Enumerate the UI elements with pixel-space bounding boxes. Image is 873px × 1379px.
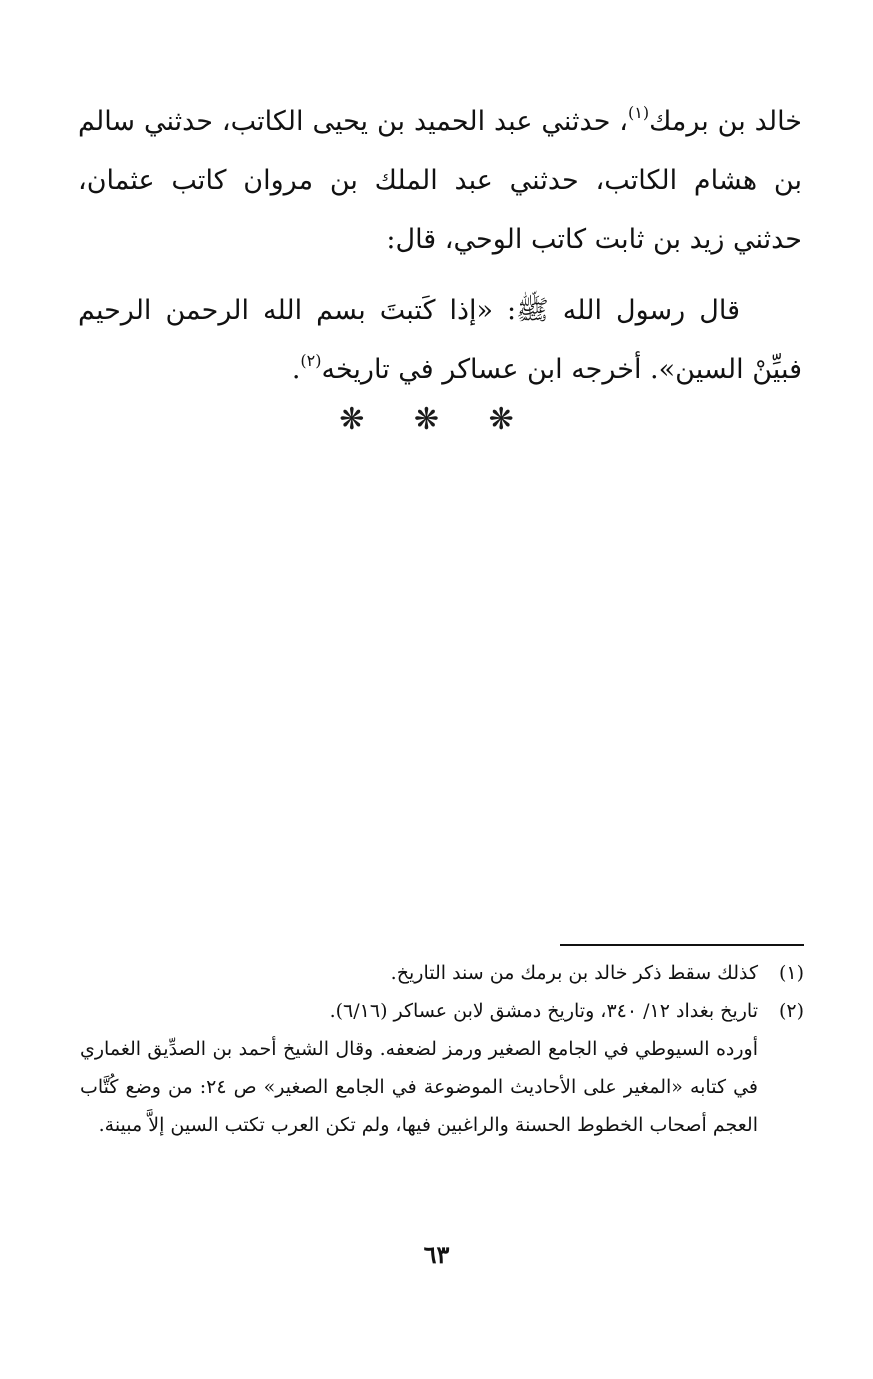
paragraph-isnad-rest: ، حدثني عبد الحميد بن يحيى الكاتب، حدثني سالم بن هشام الكاتب، حدثني عبد الملك بن مروان كاتب عثمان، حدثني زيد بن ثابت كاتب الوحي، قال: xyxy=(78,106,802,255)
footnote-number: (٢) xyxy=(778,1000,804,1022)
paragraph-hadith xyxy=(78,281,802,399)
footnote-reference-2: (٢) xyxy=(300,351,322,370)
footnote-2 xyxy=(80,992,804,1030)
paragraph-isnad-start: خالد بن برمك xyxy=(649,106,802,137)
footnote-2-continuation: أورده السيوطي في الجامع الصغير ورمز لضعفه. وقال الشيخ أحمد بن الصدِّيق الغماري في كتابه «المغير على الأحاديث الموضوعة في الجامع الصغير» ص ٢٤: من وضع كُتَّاب العجم أصحاب الخطوط الحسنة والراغبين فيها، ولم تكن العرب تكتب السين إلاَّ مبينة. xyxy=(80,1038,758,1136)
footnotes xyxy=(80,954,804,1144)
footnote-number: (١) xyxy=(778,962,804,984)
footnote-text: تاريخ بغداد ١٢/ ٣٤٠، وتاريخ دمشق لابن عساكر (٦/١٦). xyxy=(329,1000,758,1022)
main-text xyxy=(78,92,802,399)
section-separator-stars: ❋ ❋ ❋ xyxy=(339,402,534,437)
paragraph-isnad xyxy=(78,92,802,269)
footnote-divider xyxy=(560,944,804,946)
footnote-reference-1: (١) xyxy=(628,103,650,122)
footnote-text: كذلك سقط ذكر خالد بن برمك من سند التاريخ. xyxy=(390,962,758,984)
footnote-1 xyxy=(80,954,804,992)
paragraph-hadith-end: . xyxy=(291,354,301,385)
paragraph-hadith-text: قال رسول الله ﷺ: «إذا كَتبتَ بسم الله الرحمن الرحيم فبيِّنْ السين». أخرجه ابن عساكر في تاريخه xyxy=(78,295,802,385)
page-number: ٦٣ xyxy=(423,1240,450,1269)
